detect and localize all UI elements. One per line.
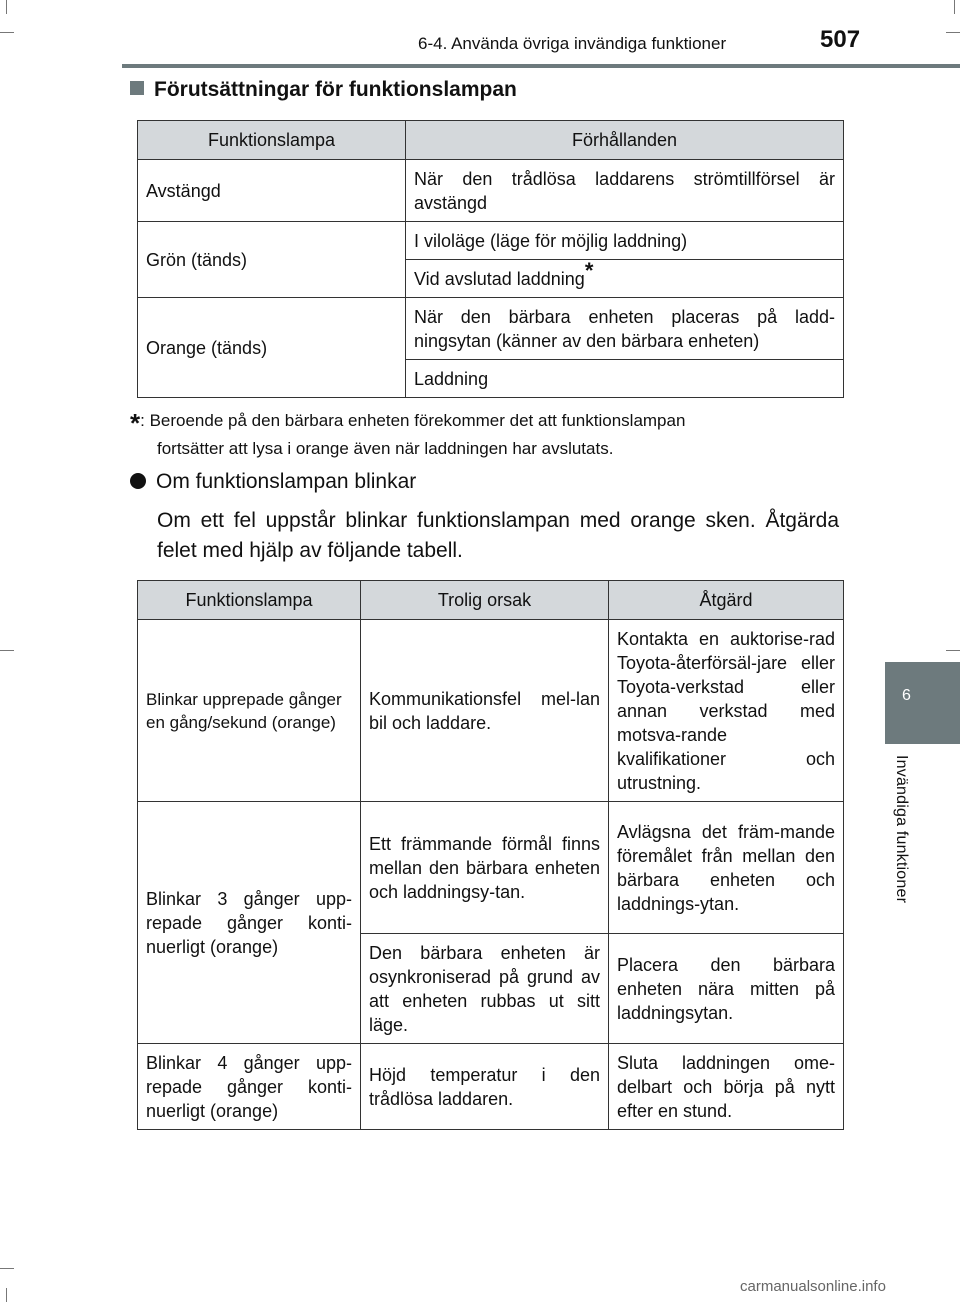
lamp-cell: Blinkar upprepade gånger en gång/sekund (orange) [138,620,361,802]
action-cell: Sluta laddningen ome-delbart och börja på nytt efter en stund. [609,1044,844,1130]
crop-mark [0,650,14,651]
footnote-text: : Beroende på den bärbara enheten förekommer det att funktionslampan [140,411,686,430]
square-bullet-icon [130,81,144,95]
condition-cell: När den bärbara enheten placeras på ladd-ningsytan (känner av den bärbara enheten) [406,298,844,360]
table-row [138,298,844,360]
section-title-text: Förutsättningar för funktionslampan [154,78,517,101]
crop-mark [0,1268,14,1269]
crop-mark [6,0,7,14]
bullet-heading [130,470,416,494]
column-header: Åtgärd [609,581,844,620]
column-header: Förhållanden [406,121,844,160]
circle-bullet-icon [130,473,146,489]
action-cell: Kontakta en auktorise-rad Toyota-återförsäl-jare eller Toyota-verkstad eller annan verkstad med motsva-rande kvalifikationer och utrustning. [609,620,844,802]
lamp-cell: Blinkar 3 gånger upp-repade gånger konti-nuerligt (orange) [138,802,361,1044]
condition-text: Vid avslutad laddning [414,268,585,289]
footnote [130,408,838,462]
cause-cell: Kommunikationsfel mel-lan bil och laddare. [361,620,609,802]
body-paragraph: Om ett fel uppstår blinkar funktionslampan med orange sken. Åtgärda felet med hjälp av följande tabell. [157,509,839,562]
column-header: Trolig orsak [361,581,609,620]
lamp-cell: Orange (tänds) [138,298,406,398]
footnote-marker: * [584,257,594,283]
crop-mark [0,32,14,33]
column-header: Funktionslampa [138,581,361,620]
table-row [138,160,844,222]
chapter-number: 6 [902,687,911,704]
cause-cell: Den bärbara enheten är osynkroniserad på grund av att enheten rubbas ut sitt läge. [361,934,609,1044]
cause-cell: Ett främmande förmål finns mellan den bärbara enheten och laddningsy-tan. [361,802,609,934]
table-header-row [138,121,844,160]
indicator-conditions-table [137,120,844,398]
lamp-cell: Grön (tänds) [138,222,406,298]
cause-cell: Höjd temperatur i den trådlösa laddaren. [361,1044,609,1130]
condition-cell: Laddning [406,360,844,398]
bullet-heading-text: Om funktionslampan blinkar [156,470,417,493]
section-title [130,78,517,102]
table-row [138,1044,844,1130]
table-row [138,802,844,934]
troubleshooting-table [137,580,844,1130]
header-rule [122,64,960,68]
column-header: Funktionslampa [138,121,406,160]
watermark: carmanualsonline.info [740,1278,886,1295]
condition-cell: När den trådlösa laddarens strömtillförsel är avstängd [406,160,844,222]
crop-mark [946,32,960,33]
condition-cell: I viloläge (läge för möjlig laddning) [406,222,844,260]
lamp-cell: Avstängd [138,160,406,222]
table-row [138,222,844,260]
header-section-title: 6-4. Använda övriga invändiga funktioner [418,34,727,53]
footnote-marker: * [130,408,141,438]
action-cell: Avlägsna det främ-mande föremålet från mellan den bärbara enheten och laddnings-ytan. [609,802,844,934]
table-row [138,620,844,802]
table-header-row [138,581,844,620]
crop-mark [954,0,955,14]
action-cell: Placera den bärbara enheten nära mitten på laddningsytan. [609,934,844,1044]
condition-cell [406,257,844,298]
lamp-cell: Blinkar 4 gånger upp-repade gånger konti-nuerligt (orange) [138,1044,361,1130]
crop-mark [946,650,960,651]
page-number: 507 [820,26,861,53]
crop-mark [6,1288,7,1302]
chapter-label: Invändiga funktioner [893,755,910,904]
footnote-text-line2: fortsätter att lysa i orange även när laddningen har avslutats. [157,439,614,458]
